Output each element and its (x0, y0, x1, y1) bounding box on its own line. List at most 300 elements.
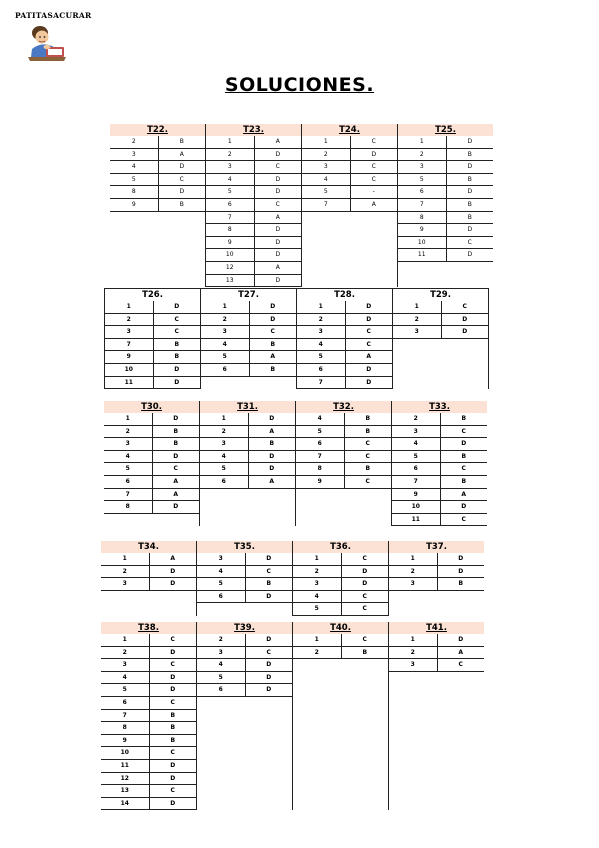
table-row (296, 476, 391, 489)
table-row (200, 451, 295, 464)
table-row (101, 760, 196, 773)
answer-letter: B (153, 351, 201, 363)
table-row (104, 413, 199, 426)
answer-letter: D (245, 634, 293, 646)
question-number: 3 (222, 328, 227, 336)
answer-letter: A (440, 489, 488, 501)
answer-letter: C (245, 566, 293, 578)
answer-letter: D (149, 647, 197, 659)
table-row (296, 451, 391, 464)
answer-letter: B (153, 339, 201, 351)
table-row (293, 603, 388, 616)
answer-letter: D (345, 301, 393, 313)
answer-letter: D (437, 553, 485, 565)
table-title-text: T29. (430, 290, 451, 300)
answer-letter: D (149, 760, 197, 772)
table-row (105, 377, 200, 390)
question-number: 11 (411, 515, 420, 523)
table-title-text: T35. (234, 542, 255, 552)
table-row (297, 339, 392, 352)
answer-table (104, 401, 199, 526)
answer-letter: D (152, 413, 200, 425)
question-number: 6 (227, 200, 232, 208)
question-number: 5 (131, 175, 136, 183)
table-row (197, 647, 292, 660)
question-number: 2 (218, 636, 223, 643)
answer-letter: D (149, 672, 197, 684)
question-number: 2 (413, 415, 418, 422)
table-title (296, 401, 391, 413)
table-row (105, 314, 200, 327)
question-number: 14 (120, 799, 129, 807)
question-number: 8 (122, 724, 127, 732)
answer-letter: B (440, 451, 488, 463)
question-number: 2 (131, 138, 136, 145)
answer-letter: A (248, 476, 296, 488)
question-number: 10 (120, 749, 129, 757)
answer-letter: C (441, 301, 489, 313)
question-number: 4 (317, 415, 322, 422)
table-title (297, 289, 392, 301)
table-row (110, 186, 205, 199)
table-row (389, 553, 484, 566)
table-row (104, 501, 199, 514)
answer-letter: C (437, 659, 485, 671)
table-title (104, 401, 199, 413)
table-row (197, 634, 292, 647)
answer-block (104, 401, 487, 526)
table-row (206, 186, 301, 199)
answer-letter: D (149, 578, 197, 590)
table-row (392, 489, 487, 502)
table-row (398, 212, 493, 225)
answer-letter: C (350, 174, 398, 186)
question-number: 1 (323, 138, 328, 145)
table-row (398, 237, 493, 250)
question-number: 3 (218, 648, 223, 656)
table-row (197, 591, 292, 604)
table-row (206, 199, 301, 212)
table-row (297, 314, 392, 327)
answer-letter: D (245, 672, 293, 684)
answer-letter: C (341, 591, 389, 603)
answer-letter: D (249, 314, 297, 326)
question-number: 5 (221, 465, 226, 473)
answer-letter: D (249, 301, 297, 313)
question-number: 2 (419, 150, 424, 158)
answer-table (295, 401, 391, 526)
question-number: 1 (414, 303, 419, 310)
answer-table (296, 289, 392, 389)
question-number: 6 (419, 188, 424, 196)
question-number: 3 (318, 328, 323, 336)
question-number: 1 (122, 555, 127, 562)
table-row (105, 339, 200, 352)
table-title (197, 622, 292, 634)
answer-letter: C (350, 136, 398, 148)
answer-table (391, 401, 487, 526)
answer-letter: B (249, 339, 297, 351)
table-row (101, 785, 196, 798)
question-number: 8 (227, 226, 232, 234)
table-title-text: T31. (237, 402, 258, 412)
answer-letter: B (446, 199, 494, 211)
question-number: 2 (323, 150, 328, 158)
answer-letter: B (245, 578, 293, 590)
table-title-text: T28. (334, 290, 355, 300)
answer-letter: D (350, 149, 398, 161)
answer-letter: C (345, 339, 393, 351)
table-row (206, 224, 301, 237)
answer-letter: D (254, 186, 302, 198)
table-title-text: T38. (138, 623, 159, 633)
answer-table (110, 124, 205, 287)
table-row (392, 438, 487, 451)
answer-letter: C (153, 314, 201, 326)
answer-letter: D (254, 174, 302, 186)
table-row (296, 426, 391, 439)
table-row (296, 413, 391, 426)
table-row (105, 301, 200, 314)
table-row (392, 476, 487, 489)
table-row (393, 314, 488, 327)
question-number: 7 (323, 200, 328, 208)
table-title (302, 124, 397, 136)
answer-letter: C (341, 603, 389, 615)
question-number: 11 (120, 761, 129, 769)
table-row (297, 364, 392, 377)
table-row (392, 514, 487, 527)
question-number: 5 (318, 353, 323, 361)
question-number: 12 (120, 774, 129, 782)
answer-letter: A (254, 136, 302, 148)
answer-letter: C (254, 161, 302, 173)
question-number: 10 (225, 251, 234, 259)
table-row (101, 684, 196, 697)
answer-letter: C (249, 326, 297, 338)
answer-block (104, 288, 489, 389)
question-number: 7 (317, 452, 322, 460)
answer-letter: D (441, 314, 489, 326)
table-row (206, 212, 301, 225)
table-row (201, 364, 296, 377)
question-number: 10 (124, 365, 133, 373)
question-number: 5 (314, 605, 319, 613)
answer-letter: - (350, 186, 398, 198)
question-number: 9 (419, 226, 424, 234)
table-row (110, 161, 205, 174)
answer-letter: B (341, 647, 389, 659)
question-number: 5 (125, 465, 130, 473)
answer-letter: D (441, 326, 489, 338)
table-row (206, 174, 301, 187)
answer-letter: D (149, 684, 197, 696)
table-row (200, 476, 295, 489)
question-number: 1 (318, 303, 323, 310)
question-number: 6 (221, 477, 226, 485)
question-number: 11 (124, 378, 133, 386)
table-row (200, 426, 295, 439)
table-row (398, 174, 493, 187)
table-row (293, 634, 388, 647)
table-row (398, 199, 493, 212)
table-row (392, 426, 487, 439)
question-number: 3 (126, 328, 131, 336)
answer-letter: C (149, 785, 197, 797)
question-number: 3 (323, 163, 328, 171)
question-number: 3 (227, 163, 232, 171)
table-row (206, 262, 301, 275)
answer-letter: C (149, 659, 197, 671)
question-number: 9 (131, 200, 136, 208)
answer-letter: C (345, 326, 393, 338)
answer-letter: D (345, 377, 393, 389)
question-number: 2 (125, 427, 130, 435)
table-row (105, 351, 200, 364)
answer-letter: C (341, 553, 389, 565)
question-number: 4 (131, 163, 136, 171)
answer-table (301, 124, 397, 287)
answer-letter: D (254, 149, 302, 161)
question-number: 1 (222, 303, 227, 310)
answer-letter: D (245, 659, 293, 671)
question-number: 6 (125, 477, 130, 485)
table-row (302, 161, 397, 174)
question-number: 2 (414, 315, 419, 323)
question-number: 5 (317, 427, 322, 435)
question-number: 2 (222, 315, 227, 323)
answer-block (101, 541, 484, 616)
answer-letter: D (446, 224, 494, 236)
question-number: 4 (227, 175, 232, 183)
question-number: 4 (323, 175, 328, 183)
answer-letter: C (440, 463, 488, 475)
question-number: 4 (314, 592, 319, 600)
answer-letter: D (437, 566, 485, 578)
table-title (201, 289, 296, 301)
table-row (197, 672, 292, 685)
question-number: 2 (221, 427, 226, 435)
table-row (101, 672, 196, 685)
answer-letter: D (248, 463, 296, 475)
question-number: 5 (419, 175, 424, 183)
question-number: 1 (126, 303, 131, 310)
table-row (201, 314, 296, 327)
question-number: 3 (413, 427, 418, 435)
answer-letter: A (254, 262, 302, 274)
question-number: 7 (122, 711, 127, 719)
answer-letter: A (149, 553, 197, 565)
question-number: 4 (413, 440, 418, 448)
question-number: 5 (218, 580, 223, 588)
table-row (200, 413, 295, 426)
table-row (302, 186, 397, 199)
table-title (200, 401, 295, 413)
table-row (197, 566, 292, 579)
table-row (201, 326, 296, 339)
answer-letter: B (158, 199, 206, 211)
table-row (101, 710, 196, 723)
answer-letter: D (152, 451, 200, 463)
table-row (206, 249, 301, 262)
table-row (206, 149, 301, 162)
answer-letter: A (350, 199, 398, 211)
question-number: 3 (419, 163, 424, 171)
page-title: SOLUCIONES. (224, 74, 375, 96)
question-number: 13 (225, 276, 234, 284)
question-number: 9 (122, 736, 127, 744)
table-row (293, 553, 388, 566)
question-number: 1 (410, 636, 415, 643)
question-number: 2 (314, 567, 319, 575)
table-title-text: T40. (330, 623, 351, 633)
table-row (104, 451, 199, 464)
table-title-text: T34. (138, 542, 159, 552)
question-number: 3 (414, 328, 419, 336)
answer-letter: D (341, 566, 389, 578)
table-row (297, 351, 392, 364)
question-number: 6 (218, 686, 223, 694)
table-row (206, 161, 301, 174)
table-row (393, 301, 488, 314)
answer-table (292, 622, 388, 810)
question-number: 8 (317, 465, 322, 473)
table-row (104, 489, 199, 502)
answer-letter: A (254, 212, 302, 224)
table-row (293, 578, 388, 591)
question-number: 3 (125, 440, 130, 448)
answer-letter: A (248, 426, 296, 438)
table-row (101, 697, 196, 710)
question-number: 12 (225, 263, 234, 271)
question-number: 7 (227, 213, 232, 221)
answer-letter: D (158, 186, 206, 198)
question-number: 10 (411, 503, 420, 511)
answer-table (205, 124, 301, 287)
answer-letter: C (350, 161, 398, 173)
table-row (398, 249, 493, 262)
table-title (389, 541, 484, 553)
table-row (197, 684, 292, 697)
table-title (206, 124, 301, 136)
answer-letter: C (440, 426, 488, 438)
table-title-text: T39. (234, 623, 255, 633)
table-row (104, 476, 199, 489)
answer-letter: D (345, 314, 393, 326)
table-row (293, 647, 388, 660)
question-number: 10 (417, 238, 426, 246)
answer-letter: B (249, 364, 297, 376)
answer-letter: B (440, 413, 488, 425)
answer-letter: C (341, 634, 389, 646)
question-number: 7 (125, 490, 130, 498)
table-title-text: T41. (426, 623, 447, 633)
table-row (105, 326, 200, 339)
answer-letter: D (248, 451, 296, 463)
answer-letter: C (440, 514, 488, 526)
table-row (302, 199, 397, 212)
answer-letter: D (440, 501, 488, 513)
answer-letter: B (344, 426, 392, 438)
table-row (105, 364, 200, 377)
answer-letter: C (149, 634, 197, 646)
table-row (101, 566, 196, 579)
question-number: 6 (222, 365, 227, 373)
answer-letter: D (341, 578, 389, 590)
question-number: 1 (122, 636, 127, 643)
answer-letter: B (149, 735, 197, 747)
table-row (104, 438, 199, 451)
question-number: 3 (410, 661, 415, 669)
answer-letter: B (440, 476, 488, 488)
question-number: 7 (318, 378, 323, 386)
question-number: 2 (314, 648, 319, 656)
question-number: 3 (314, 580, 319, 588)
answer-letter: D (245, 553, 293, 565)
answer-table (196, 541, 292, 616)
answer-letter: B (149, 722, 197, 734)
table-title-text: T36. (330, 542, 351, 552)
answer-table (199, 401, 295, 526)
table-row (101, 647, 196, 660)
table-row (104, 426, 199, 439)
table-row (392, 451, 487, 464)
answer-letter: A (437, 647, 485, 659)
table-title (110, 124, 205, 136)
answer-letter: D (446, 136, 494, 148)
question-number: 3 (410, 580, 415, 588)
table-row (110, 149, 205, 162)
table-row (206, 136, 301, 149)
table-row (296, 463, 391, 476)
question-number: 1 (314, 555, 319, 562)
table-row (101, 773, 196, 786)
question-number: 2 (318, 315, 323, 323)
answer-letter: D (254, 275, 302, 287)
question-number: 4 (122, 673, 127, 681)
table-title-text: T37. (426, 542, 447, 552)
answer-table (397, 124, 493, 287)
table-row (101, 735, 196, 748)
table-row (101, 659, 196, 672)
table-row (110, 136, 205, 149)
answer-letter: D (245, 684, 293, 696)
table-row (197, 578, 292, 591)
question-number: 1 (314, 636, 319, 643)
question-number: 5 (122, 686, 127, 694)
table-title (105, 289, 200, 301)
answer-letter: D (149, 798, 197, 810)
answer-table (388, 541, 484, 616)
table-title (398, 124, 493, 136)
question-number: 7 (413, 477, 418, 485)
question-number: 2 (122, 648, 127, 656)
answer-letter: C (149, 747, 197, 759)
question-number: 3 (122, 661, 127, 669)
question-number: 6 (317, 440, 322, 448)
student-reading-icon (26, 23, 68, 63)
answer-letter: D (254, 224, 302, 236)
question-number: 1 (419, 138, 424, 145)
question-number: 1 (227, 138, 232, 145)
table-row (398, 224, 493, 237)
question-number: 8 (419, 213, 424, 221)
table-title (389, 622, 484, 634)
question-number: 2 (227, 150, 232, 158)
table-row (293, 566, 388, 579)
answer-table (200, 289, 296, 389)
question-number: 4 (125, 452, 130, 460)
